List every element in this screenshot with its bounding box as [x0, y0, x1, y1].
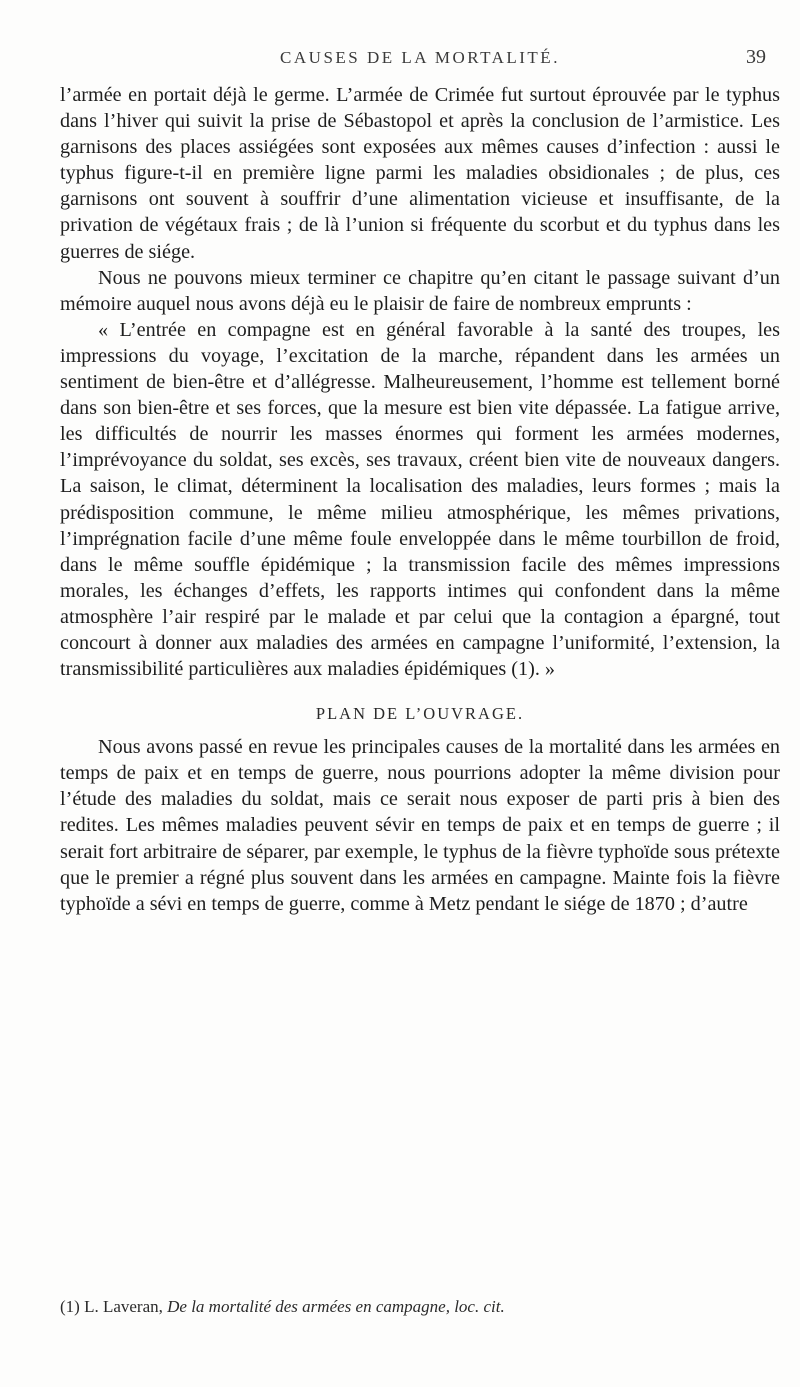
paragraph-quotation: « L’entrée en compagne est en général favorable à la santé des troupes, les impressions du voyage, l’excitation de la marche, répandent dans les armées un sentiment de bien-être et d’allégresse. Malheureusement, l’homme est tellement borné dans son bien-être et ses forces, que la mesure est bien vite dépassée. La fatigue arrive, les difficultés de nourrir les masses énormes qui forment les armées modernes, l’imprévoyance du soldat, ses excès, ses travaux, créent bien vite de nouveaux dangers. La saison, le climat, déterminent la localisation des maladies, leurs formes ; mais la prédisposition commune, le même milieu atmosphérique, les mêmes privations, l’imprégnation facile d’une même foule enveloppée dans le même tourbillon de froid, dans le même souffle épidémique ; la transmission facile des mêmes impressions morales, les échanges d’effets, les rapports intimes qui confondent dans la même atmosphère l’air respiré par le malade et par celui que la contagion a épargné, tout concourt à donner aux maladies des armées en campagne l’uniformité, l’extension, la transmissibilité particulières aux maladies épidémiques (1). » [60, 318, 780, 681]
footnote-marker: (1) L. Laveran, [60, 1297, 168, 1316]
footnote [60, 1296, 780, 1318]
running-title: CAUSES DE LA MORTALITÉ. [280, 48, 560, 67]
paragraph-typhus: l’armée en portait déjà le germe. L’armée de Crimée fut surtout éprouvée par le typhus dans l’hiver qui suivit la prise de Sébastopol et après la conclusion de l’armistice. Les garnisons des places assiégées sont exposées aux mêmes causes d’infection : aussi le typhus figure-t-il en première ligne parmi les maladies obsidionales ; de plus, ces garnisons ont souvent à souffrir d’une alimentation vicieuse et insuffisante, de la privation de végétaux frais ; de là l’union si fréquente du scorbut et du typhus dans les guerres de siége. [60, 84, 780, 263]
running-head [60, 44, 780, 74]
page-number: 39 [746, 46, 766, 68]
section-heading: PLAN DE L’OUVRAGE. [315, 704, 525, 724]
paragraph-conclusion: Nous ne pouvons mieux terminer ce chapitre qu’en citant le passage suivant d’un mémoire auquel nous avons déjà eu le plaisir de faire de nombreux emprunts : [60, 266, 780, 315]
footnote-title: De la mortalité des armées en campagne, loc. cit. [167, 1297, 505, 1316]
body-text [60, 82, 780, 917]
paragraph-plan: Nous avons passé en revue les principales causes de la mortalité dans les armées en temps de paix et en temps de guerre, nous pourrions adopter la même division pour l’étude des maladies du soldat, mais ce serait nous exposer de parti pris à bien des redites. Les mêmes maladies peuvent sévir en temps de paix et en temps de guerre ; il serait fort arbitraire de séparer, par exemple, le typhus de la fièvre typhoïde sous prétexte que le premier a régné plus souvent dans les armées en campagne. Mainte fois la fièvre typhoïde a sévi en temps de guerre, comme à Metz pendant le siége de 1870 ; d’autre [60, 736, 780, 915]
